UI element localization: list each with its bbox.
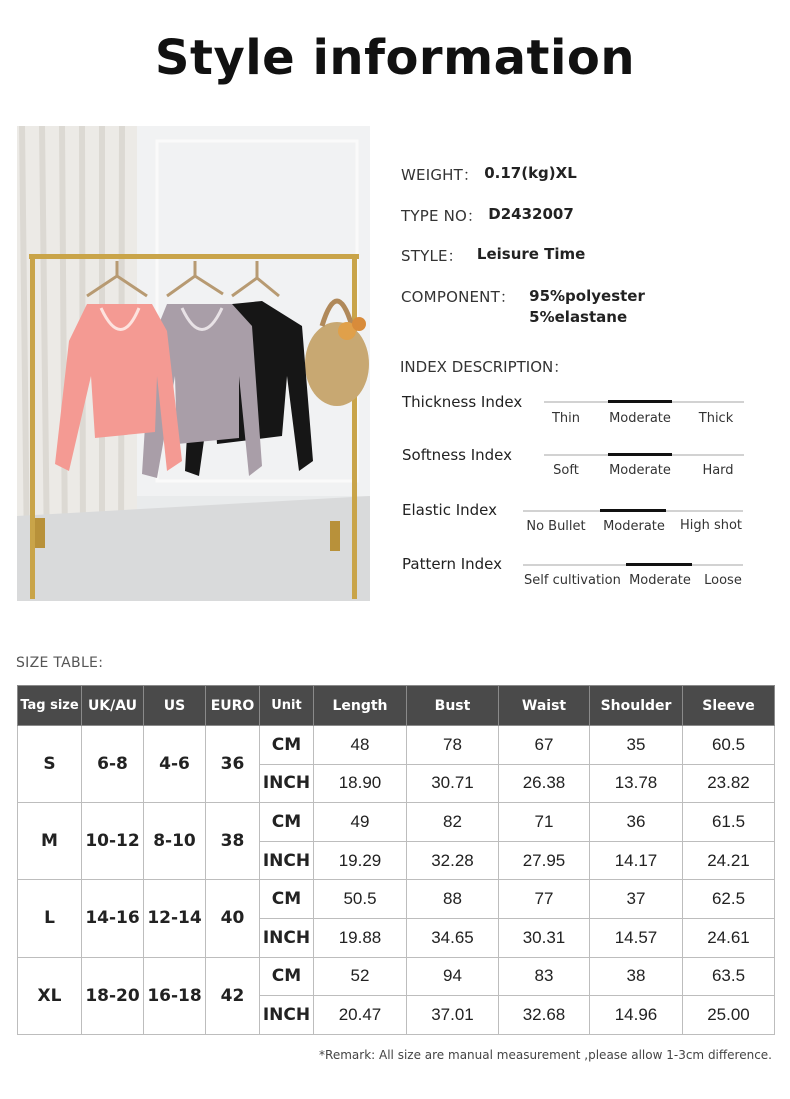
shoulder-cell: 36 xyxy=(590,803,683,842)
product-photo xyxy=(17,126,370,601)
column-header: Sleeve xyxy=(683,686,775,726)
length-cell: 18.90 xyxy=(314,764,407,803)
elastic-option-moderate: Moderate xyxy=(603,519,665,534)
softness-index-label: Softness Index xyxy=(402,446,513,464)
page-title: Style information xyxy=(154,30,636,86)
pattern-index-marker xyxy=(626,563,692,566)
elastic-option-high-shot: High shot xyxy=(679,518,743,533)
tag-size-cell: L xyxy=(18,880,82,957)
shoulder-cell: 38 xyxy=(590,957,683,996)
shoulder-cell: 13.78 xyxy=(590,764,683,803)
uk-size-cell: 14-16 xyxy=(82,880,144,957)
length-cell: 48 xyxy=(314,726,407,765)
shoulder-cell: 35 xyxy=(590,726,683,765)
component-row xyxy=(401,286,645,328)
type-no-row xyxy=(401,205,574,226)
unit-cell: INCH xyxy=(260,996,314,1035)
length-cell: 50.5 xyxy=(314,880,407,919)
uk-size-cell: 10-12 xyxy=(82,803,144,880)
euro-size-cell: 36 xyxy=(206,726,260,803)
shoulder-cell: 14.96 xyxy=(590,996,683,1035)
style-value: Leisure Time xyxy=(476,245,586,263)
softness-index-marker xyxy=(608,453,672,456)
table-header-row xyxy=(18,686,775,726)
tag-size-cell: S xyxy=(18,726,82,803)
euro-size-cell: 40 xyxy=(206,880,260,957)
style-row xyxy=(401,245,585,266)
bust-cell: 88 xyxy=(407,880,499,919)
shoulder-cell: 37 xyxy=(590,880,683,919)
length-cell: 20.47 xyxy=(314,996,407,1035)
column-header: Length xyxy=(314,686,407,726)
table-row xyxy=(18,803,775,842)
unit-cell: INCH xyxy=(260,841,314,880)
us-size-cell: 12-14 xyxy=(144,880,206,957)
table-row xyxy=(18,726,775,765)
shoulder-cell: 14.17 xyxy=(590,841,683,880)
component-label: COMPONENT： xyxy=(401,288,516,306)
weight-label: WEIGHT： xyxy=(401,166,479,184)
unit-cell: INCH xyxy=(260,918,314,957)
waist-cell: 30.31 xyxy=(499,918,590,957)
sleeve-cell: 24.21 xyxy=(683,841,775,880)
softness-option-moderate: Moderate xyxy=(609,463,671,478)
sleeve-cell: 60.5 xyxy=(683,726,775,765)
column-header: Waist xyxy=(499,686,590,726)
bust-cell: 78 xyxy=(407,726,499,765)
softness-option-hard: Hard xyxy=(702,463,734,478)
column-header: US xyxy=(144,686,206,726)
elastic-index-label: Elastic Index xyxy=(402,501,498,519)
euro-size-cell: 42 xyxy=(206,957,260,1034)
bust-cell: 34.65 xyxy=(407,918,499,957)
bust-cell: 37.01 xyxy=(407,996,499,1035)
waist-cell: 71 xyxy=(499,803,590,842)
bust-cell: 30.71 xyxy=(407,764,499,803)
sleeve-cell: 62.5 xyxy=(683,880,775,919)
pattern-index-label: Pattern Index xyxy=(402,555,503,573)
uk-size-cell: 18-20 xyxy=(82,957,144,1034)
length-cell: 19.88 xyxy=(314,918,407,957)
type-no-value: D2432007 xyxy=(488,205,574,223)
softness-option-soft: Soft xyxy=(553,463,579,478)
waist-cell: 26.38 xyxy=(499,764,590,803)
thickness-option-moderate: Moderate xyxy=(609,411,671,426)
unit-cell: CM xyxy=(260,880,314,919)
table-row xyxy=(18,880,775,919)
length-cell: 49 xyxy=(314,803,407,842)
clothes-rack-image xyxy=(17,126,370,601)
us-size-cell: 8-10 xyxy=(144,803,206,880)
bust-cell: 32.28 xyxy=(407,841,499,880)
size-table xyxy=(17,685,775,1035)
length-cell: 52 xyxy=(314,957,407,996)
elastic-option-no-bullet: No Bullet xyxy=(526,519,586,534)
thickness-index-marker xyxy=(608,400,672,403)
column-header: Tag size xyxy=(18,686,82,726)
column-header: UK/AU xyxy=(82,686,144,726)
weight-value: 0.17(kg)XL xyxy=(484,164,577,182)
pattern-option-self-cultivation: Self cultivation xyxy=(524,573,621,588)
sleeve-cell: 61.5 xyxy=(683,803,775,842)
waist-cell: 67 xyxy=(499,726,590,765)
index-description-heading: INDEX DESCRIPTION： xyxy=(400,358,569,376)
pattern-option-loose: Loose xyxy=(704,573,742,588)
column-header: Unit xyxy=(260,686,314,726)
component-value: 95%polyester 5%elastane xyxy=(529,287,645,326)
column-header: EURO xyxy=(206,686,260,726)
pattern-option-moderate: Moderate xyxy=(629,573,691,588)
thickness-option-thick: Thick xyxy=(698,411,734,426)
unit-cell: INCH xyxy=(260,764,314,803)
type-no-label: TYPE NO： xyxy=(401,207,483,225)
elastic-index-marker xyxy=(600,509,666,512)
table-row xyxy=(18,957,775,996)
unit-cell: CM xyxy=(260,803,314,842)
column-header: Shoulder xyxy=(590,686,683,726)
waist-cell: 77 xyxy=(499,880,590,919)
tag-size-cell: XL xyxy=(18,957,82,1034)
tag-size-cell: M xyxy=(18,803,82,880)
sleeve-cell: 24.61 xyxy=(683,918,775,957)
column-header: Bust xyxy=(407,686,499,726)
style-label: STYLE： xyxy=(401,247,463,265)
waist-cell: 83 xyxy=(499,957,590,996)
waist-cell: 32.68 xyxy=(499,996,590,1035)
unit-cell: CM xyxy=(260,957,314,996)
size-table-label: SIZE TABLE: xyxy=(16,655,104,671)
sleeve-cell: 25.00 xyxy=(683,996,775,1035)
thickness-index-label: Thickness Index xyxy=(402,393,523,411)
euro-size-cell: 38 xyxy=(206,803,260,880)
us-size-cell: 16-18 xyxy=(144,957,206,1034)
weight-row xyxy=(401,164,577,185)
sleeve-cell: 63.5 xyxy=(683,957,775,996)
bust-cell: 82 xyxy=(407,803,499,842)
uk-size-cell: 6-8 xyxy=(82,726,144,803)
sleeve-cell: 23.82 xyxy=(683,764,775,803)
waist-cell: 27.95 xyxy=(499,841,590,880)
bust-cell: 94 xyxy=(407,957,499,996)
length-cell: 19.29 xyxy=(314,841,407,880)
thickness-option-thin: Thin xyxy=(551,411,581,426)
remark-note: *Remark: All size are manual measurement ,please allow 1-3cm difference. xyxy=(319,1048,772,1062)
us-size-cell: 4-6 xyxy=(144,726,206,803)
unit-cell: CM xyxy=(260,726,314,765)
shoulder-cell: 14.57 xyxy=(590,918,683,957)
